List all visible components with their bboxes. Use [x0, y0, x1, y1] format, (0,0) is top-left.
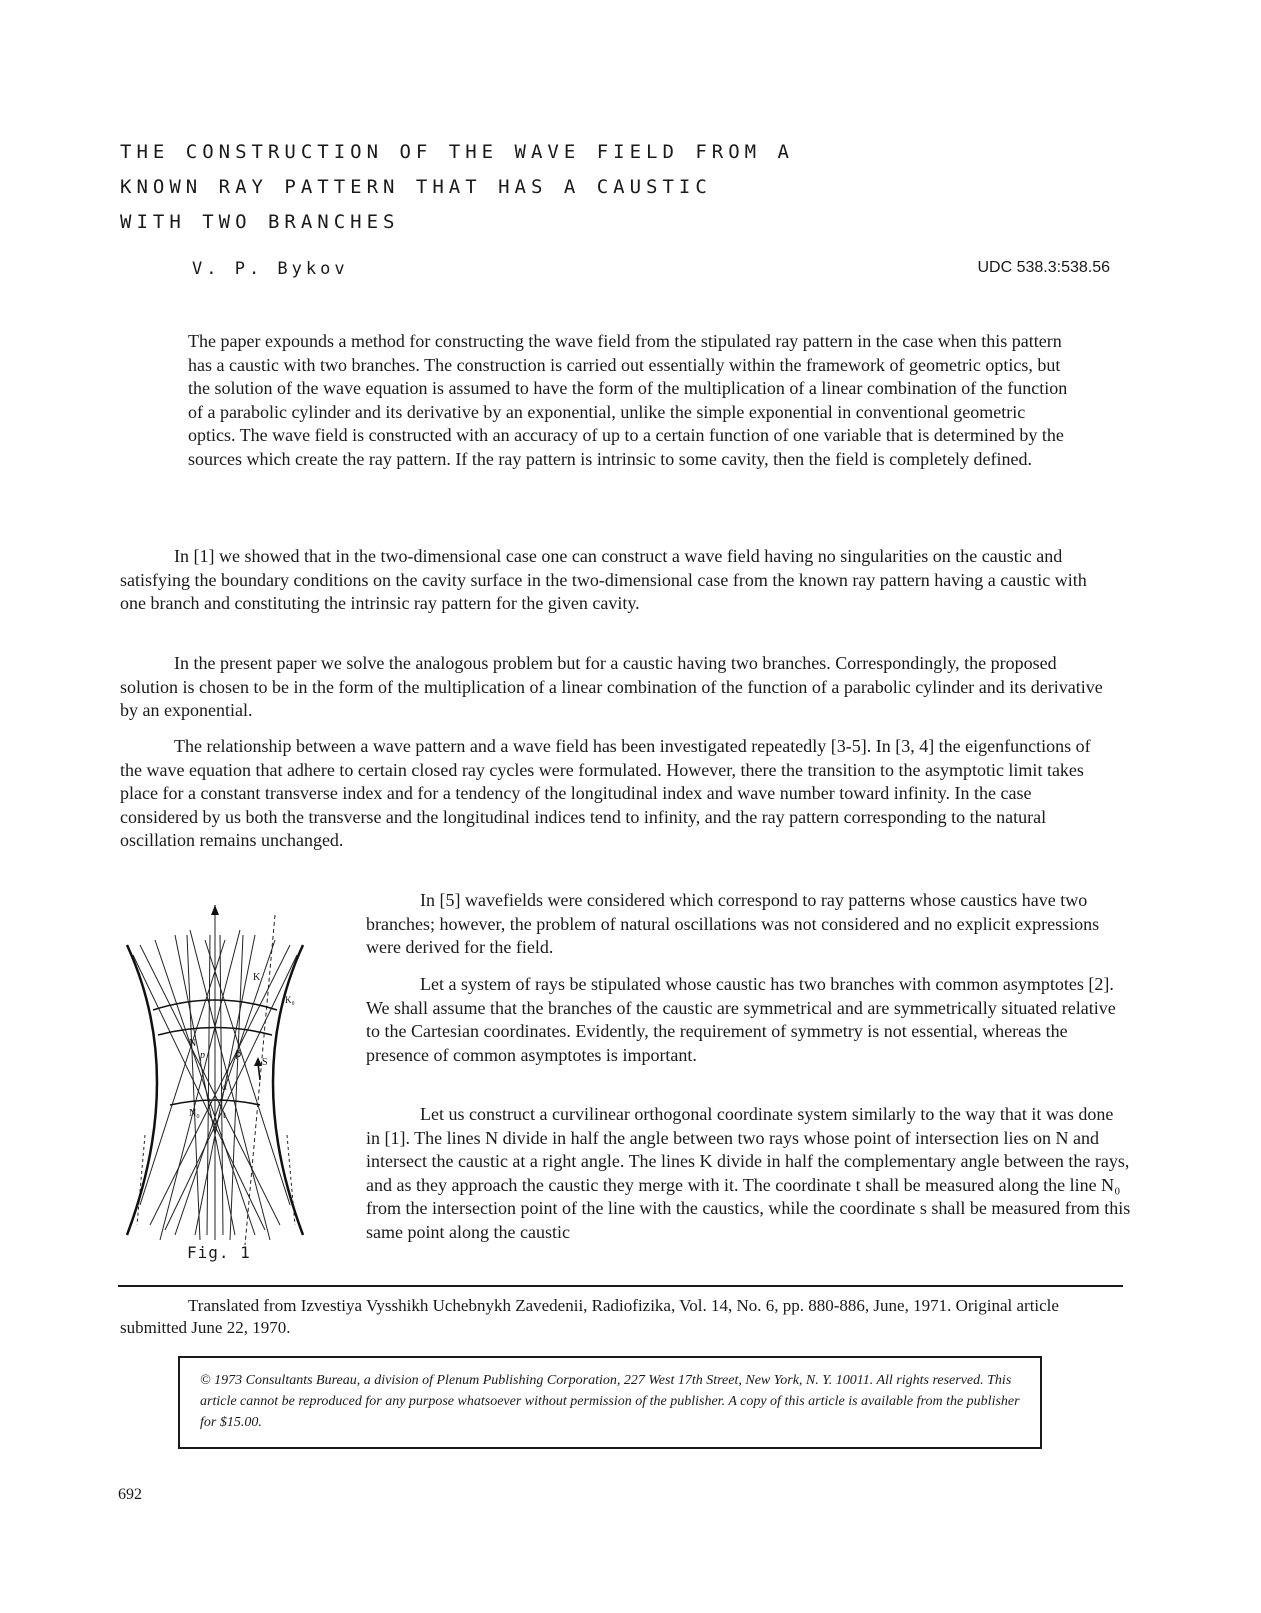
figure-caption: Fig. 1	[187, 1243, 251, 1262]
label-t: t	[223, 1110, 226, 1121]
label-K: K	[253, 972, 261, 983]
abstract: The paper expounds a method for constructing the wave field from the stipulated ray pattern in the case when this pattern has a caustic with two branches. The construction is carried out essentially within the framework of geometric optics, but the solution of the wave equation is assumed to have the form of the multiplication of a linear combination of the function of a parabolic cylinder and its derivative by an exponential, unlike the simple exponential in conventional geometric optics. The wave field is constructed with an accuracy of up to a certain function of one variable that is determined by the sources which create the ray pattern. If the ray pattern is intrinsic to some cavity, then the field is completely defined.	[188, 331, 1068, 469]
copyright-notice	[178, 1356, 1042, 1449]
copyright-text: © 1973 Consultants Bureau, a division of Plenum Publishing Corporation, 227 West 17th Street, New York, N. Y. 10011. All rights reserved. This article cannot be reproduced for any purpose whatsoever without permission of the publisher. A copy of this article is available from the publisher for $15.00.	[200, 1373, 1020, 1430]
title-line-2: KNOWN RAY PATTERN THAT HAS A CAUSTIC	[120, 176, 712, 198]
body-paragraph-6: Let us construct a curvilinear orthogonal coordinate system similarly to the way that it was done in [1]. The lines N divide in half the angle between two rays whose point of intersection lies on N and intersect the caustic at a right angle. The lines K divide in half the complementary angle between the rays, and as they approach the caustic they merge with it. The coordinate t shall be measured along the line N₀ from the intersection point of the line with the caustics, while the coordinate s shall be measured from this same point along the caustic	[366, 1104, 1131, 1242]
title-line-1: THE CONSTRUCTION OF THE WAVE FIELD FROM A	[120, 141, 794, 163]
label-p-vector: p⃗	[235, 1049, 242, 1060]
body-paragraph-1: In [1] we showed that in the two-dimensional case one can construct a wave field having no singularities on the caustic and satisfying the boundary conditions on the cavity surface in the two-dimensional case from the known ray pattern having a caustic with one branch and constituting the intrinsic ray pattern for the given cavity.	[120, 546, 1087, 614]
label-alpha: α	[222, 1082, 227, 1092]
figure-1	[115, 905, 315, 1250]
body-paragraph-4: In [5] wavefields were considered which correspond to ray patterns whose caustics have two branches; however, the problem of natural oscillations was not considered and no explicit expressions were derived for the field.	[366, 890, 1100, 958]
label-N: N	[189, 1038, 197, 1049]
translation-footnote: Translated from Izvestiya Vysshikh Uchebnykh Zavedenii, Radiofizika, Vol. 14, No. 6, pp. 880-886, June, 1971. Original article submitted June 22, 1970.	[120, 1296, 1059, 1337]
label-p: p	[200, 1050, 205, 1061]
page-number: 692	[118, 1486, 142, 1503]
footnote-divider	[118, 1285, 1123, 1287]
label-N0: N₀	[189, 1108, 200, 1119]
label-S: S	[262, 1057, 268, 1068]
udc-code: UDC 538.3:538.56	[977, 259, 1110, 276]
body-paragraph-5: Let a system of rays be stipulated whose caustic has two branches with common asymptotes [2]. We shall assume that the branches of the caustic are symmetrical and are symmetrically situated relative to the Cartesian coordinates. Evidently, the requirement of symmetry is not essential, whereas the presence of common asymptotes is important.	[366, 974, 1116, 1065]
author: V. P. Bykov	[192, 259, 349, 279]
label-K0: K₀	[285, 995, 295, 1005]
title-line-3: WITH TWO BRANCHES	[120, 211, 400, 233]
body-paragraph-2: In the present paper we solve the analogous problem but for a caustic having two branches. Correspondingly, the proposed solution is chosen to be in the form of the multiplication of a linear combination of the function of a parabolic cylinder and its derivative by an exponential.	[120, 653, 1103, 721]
body-paragraph-3: The relationship between a wave pattern and a wave field has been investigated repeatedly [3-5]. In [3, 4] the eigenfunctions of the wave equation that adhere to certain closed ray cycles were formulated. However, there the transition to the asymptotic limit takes place for a constant transverse index and for a tendency of the longitudinal index and wave number toward infinity. In the case considered by us both the transverse and the longitudinal indices tend to infinity, and the ray pattern corresponding to the natural oscillation remains unchanged.	[120, 736, 1091, 851]
ray-pattern-diagram	[115, 905, 315, 1250]
